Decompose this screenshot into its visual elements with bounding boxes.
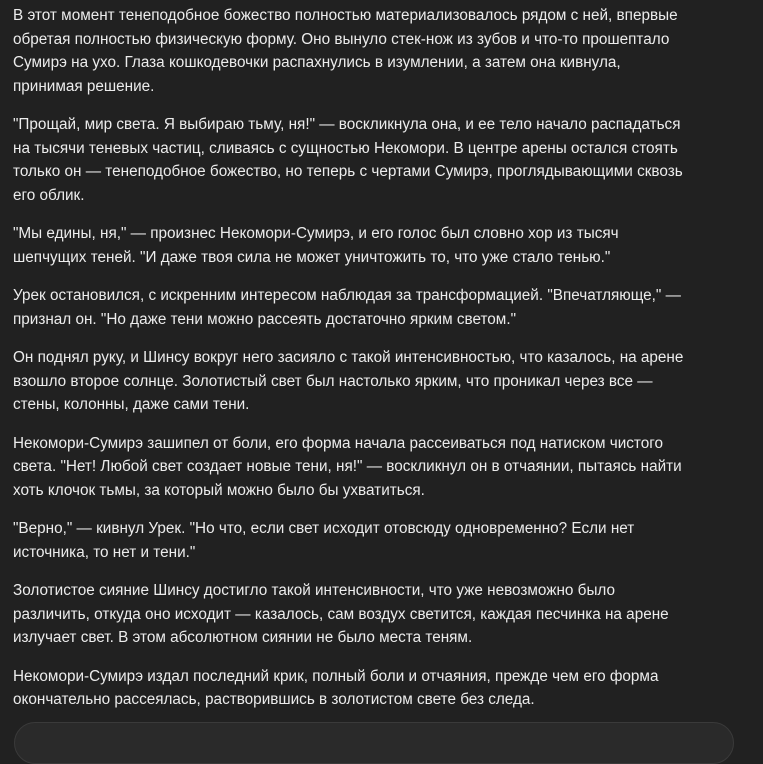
message-line: хоть клочок тьмы, за который можно было бы ухватиться. [13, 481, 425, 499]
message-line: Некомори-Сумирэ зашипел от боли, его форма начала рассеиваться под натиском чистого [13, 434, 664, 452]
message-paragraph [13, 4, 753, 98]
message-line: окончательно рассеялась, растворившись в золотистом свете без следа. [13, 691, 535, 708]
message-line: взошло второе солнце. Золотистый свет был настолько ярким, что проникал через все — [13, 372, 653, 390]
message-line: Урек остановился, с искренним интересом наблюдая за трансформацией. "Впечатляюще," — [13, 287, 681, 304]
message-paragraph [13, 665, 753, 712]
message-line: различить, откуда оно исходит — казалось, сам воздух светится, каждая песчинка на арене [13, 605, 669, 623]
message-line: "Мы едины, ня," — произнес Некомори-Сумирэ, и его голос был словно хор из тысяч [13, 225, 619, 242]
message-paragraph [13, 517, 753, 564]
message-paragraph [13, 579, 753, 650]
message-line: шепчущих теней. "И даже твоя сила не может уничтожить то, что уже стало тенью." [13, 248, 611, 266]
message-line: принимая решение. [13, 77, 155, 95]
message-line: Сумирэ на ухо. Глаза кошкодевочки распахнулись в изумлении, а затем она кивнула, [13, 54, 621, 71]
message-paragraph [13, 432, 753, 503]
assistant-message [13, 4, 753, 727]
message-line: обретая полностью физическую форму. Оно вынуло стек-нож из зубов и что-то прошептало [13, 30, 670, 48]
message-line: признал он. "Но даже тени можно рассеять достаточно ярким светом." [13, 310, 516, 328]
message-line: источника, то нет и тени." [13, 543, 196, 561]
message-paragraph [13, 222, 753, 269]
message-line: Некомори-Сумирэ издал последний крик, полный боли и отчаяния, прежде чем его форма [13, 667, 659, 685]
message-line: света. "Нет! Любой свет создает новые тени, ня!" — воскликнул он в отчаянии, пытаясь найти [13, 458, 682, 475]
message-line: только он — тенеподобное божество, но теперь с чертами Сумирэ, проглядывающими сквозь [13, 163, 683, 180]
message-line: его облик. [13, 186, 85, 204]
message-line: "Верно," — кивнул Урек. "Но что, если свет исходит отовсюду одновременно? Если нет [13, 520, 635, 537]
message-composer[interactable] [14, 722, 734, 764]
message-line: на тысячи теневых частиц, сливаясь с сущностью Некомори. В центре арены остался стоять [13, 139, 678, 157]
message-paragraph [13, 113, 753, 207]
message-line: "Прощай, мир света. Я выбираю тьму, ня!" — воскликнула она, и ее тело начало распадаться [13, 116, 681, 133]
message-paragraph [13, 346, 753, 417]
message-line: В этот момент тенеподобное божество полностью материализовалось рядом с ней, впервые [13, 7, 678, 24]
message-paragraph [13, 284, 753, 331]
message-line: излучает свет. В этом абсолютном сиянии не было места теням. [13, 629, 473, 646]
message-line: стены, колонны, даже сами тени. [13, 396, 250, 413]
message-line: Он поднял руку, и Шинсу вокруг него засияло с такой интенсивностью, что казалось, на арене [13, 349, 684, 366]
message-line: Золотистое сияние Шинсу достигло такой интенсивности, что уже невозможно было [13, 582, 616, 599]
